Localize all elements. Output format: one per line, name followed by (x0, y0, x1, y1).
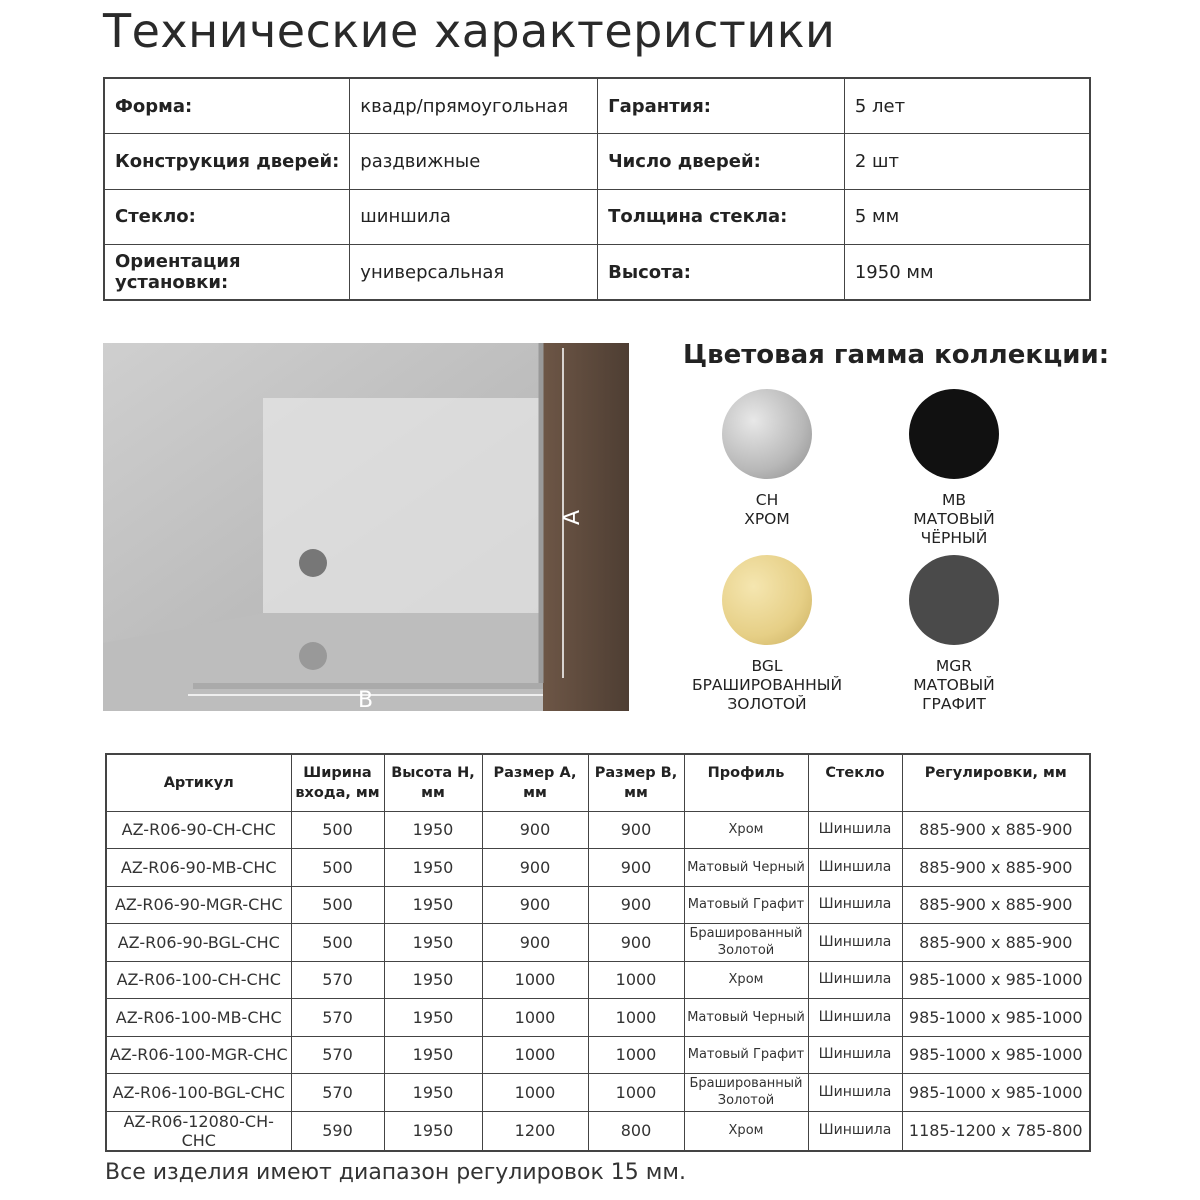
table-cell: 885-900 x 885-900 (902, 849, 1090, 887)
table-cell: 1950 (384, 924, 482, 962)
table-cell: 900 (482, 924, 588, 962)
table-cell: Шиншила (808, 1074, 902, 1112)
spec-value: универсальная (350, 245, 598, 301)
dimension-a-label: A (560, 509, 585, 525)
color-name: МАТОВЫЙ (913, 510, 995, 528)
spec-value: 1950 мм (844, 245, 1090, 301)
table-cell: Шиншила (808, 924, 902, 962)
table-cell: 1000 (482, 1074, 588, 1112)
table-cell: 1950 (384, 849, 482, 887)
table-cell: 1950 (384, 1036, 482, 1074)
color-name: ХРОМ (744, 510, 790, 528)
color-swatch-bgl (672, 555, 862, 714)
color-name2: ГРАФИТ (922, 695, 986, 713)
table-cell: 1000 (588, 1074, 684, 1112)
table-cell: 1000 (482, 1036, 588, 1074)
spec-value: 5 лет (844, 78, 1090, 134)
color-name: БРАШИРОВАННЫЙ (691, 676, 843, 694)
table-cell: Хром (684, 1111, 808, 1151)
table-cell: 1185-1200 x 785-800 (902, 1111, 1090, 1151)
table-cell: 900 (588, 924, 684, 962)
table-cell: 1950 (384, 999, 482, 1037)
table-row (106, 1074, 1090, 1112)
color-name: МАТОВЫЙ (913, 676, 995, 694)
spec-row (104, 78, 1090, 134)
table-cell: AZ-R06-90-CH-CHC (106, 811, 291, 849)
table-cell: 1950 (384, 886, 482, 924)
spec-label: Форма: (104, 78, 350, 134)
color-circle (722, 555, 812, 645)
table-row (106, 1111, 1090, 1151)
table-cell: 1000 (588, 999, 684, 1037)
color-swatch-ch (672, 389, 862, 529)
table-cell: 500 (291, 849, 384, 887)
color-name2: ЧЁРНЫЙ (920, 529, 988, 547)
table-row (106, 999, 1090, 1037)
table-cell: 1950 (384, 811, 482, 849)
column-header: Размер A, мм (482, 754, 588, 811)
table-cell: 1950 (384, 961, 482, 999)
spec-label: Число дверей: (598, 134, 845, 190)
table-cell: 900 (482, 886, 588, 924)
column-header: Ширина входа, мм (291, 754, 384, 811)
table-cell: 570 (291, 961, 384, 999)
color-name2: ЗОЛОТОЙ (727, 695, 807, 713)
spec-table (103, 77, 1091, 301)
color-circle (722, 389, 812, 479)
table-cell: 1000 (482, 999, 588, 1037)
column-header: Высота H, мм (384, 754, 482, 811)
color-code: MB (941, 491, 966, 509)
spec-value: раздвижные (350, 134, 598, 190)
table-cell: 570 (291, 999, 384, 1037)
table-cell: Шиншила (808, 811, 902, 849)
spec-value: шиншила (350, 189, 598, 245)
table-cell: AZ-R06-90-BGL-CHC (106, 924, 291, 962)
table-cell: 1200 (482, 1111, 588, 1151)
table-cell: AZ-R06-90-MGR-CHC (106, 886, 291, 924)
table-cell: 1950 (384, 1111, 482, 1151)
table-cell: 900 (482, 811, 588, 849)
table-cell: Матовый Графит (684, 886, 808, 924)
color-code: CH (755, 491, 779, 509)
table-cell: 900 (588, 886, 684, 924)
table-cell: 590 (291, 1111, 384, 1151)
spec-label: Толщина стекла: (598, 189, 845, 245)
color-code: MGR (935, 657, 973, 675)
color-circle (909, 555, 999, 645)
table-cell: Шиншила (808, 886, 902, 924)
spec-value: квадр/прямоугольная (350, 78, 598, 134)
spec-row (104, 134, 1090, 190)
spec-label: Конструкция дверей: (104, 134, 350, 190)
spec-value: 5 мм (844, 189, 1090, 245)
spec-label: Стекло: (104, 189, 350, 245)
table-row (106, 811, 1090, 849)
table-cell: AZ-R06-100-MGR-CHC (106, 1036, 291, 1074)
table-cell: Шиншила (808, 999, 902, 1037)
table-row (106, 924, 1090, 962)
table-cell: 985-1000 x 985-1000 (902, 999, 1090, 1037)
table-cell: 885-900 x 885-900 (902, 886, 1090, 924)
table-row (106, 961, 1090, 999)
table-cell: 800 (588, 1111, 684, 1151)
color-swatch-mb (859, 389, 1049, 548)
table-cell: 1000 (482, 961, 588, 999)
table-cell: AZ-R06-12080-CH-CHC (106, 1111, 291, 1151)
table-cell: 500 (291, 924, 384, 962)
product-photo (103, 343, 629, 711)
spec-label: Гарантия: (598, 78, 845, 134)
table-cell: Брашированный Золотой (684, 924, 808, 962)
spec-value: 2 шт (844, 134, 1090, 190)
table-cell: Шиншила (808, 849, 902, 887)
table-row (106, 849, 1090, 887)
column-header: Артикул (106, 754, 291, 811)
table-cell: 570 (291, 1074, 384, 1112)
color-circle (909, 389, 999, 479)
table-cell: Шиншила (808, 1111, 902, 1151)
table-cell: 500 (291, 886, 384, 924)
table-cell: Хром (684, 961, 808, 999)
table-cell: 985-1000 x 985-1000 (902, 1036, 1090, 1074)
spec-label: Ориентация установки: (104, 245, 350, 301)
table-row (106, 886, 1090, 924)
page-title: Технические характеристики (103, 4, 836, 58)
spec-label: Высота: (598, 245, 845, 301)
table-cell: Шиншила (808, 961, 902, 999)
table-cell: 500 (291, 811, 384, 849)
colors-title: Цветовая гамма коллекции: (683, 340, 1110, 370)
table-cell: 900 (588, 811, 684, 849)
table-cell: 985-1000 x 985-1000 (902, 1074, 1090, 1112)
table-cell: Брашированный Золотой (684, 1074, 808, 1112)
table-cell: Матовый Графит (684, 1036, 808, 1074)
table-cell: Шиншила (808, 1036, 902, 1074)
table-cell: Хром (684, 811, 808, 849)
column-header: Размер B, мм (588, 754, 684, 811)
table-cell: 900 (588, 849, 684, 887)
table-cell: AZ-R06-90-MB-CHC (106, 849, 291, 887)
spec-row (104, 189, 1090, 245)
column-header: Стекло (808, 754, 902, 811)
table-cell: Матовый Черный (684, 849, 808, 887)
table-cell: Матовый Черный (684, 999, 808, 1037)
table-cell: 1950 (384, 1074, 482, 1112)
table-cell: 985-1000 x 985-1000 (902, 961, 1090, 999)
table-cell: 885-900 x 885-900 (902, 924, 1090, 962)
color-swatch-mgr (859, 555, 1049, 714)
table-cell: 885-900 x 885-900 (902, 811, 1090, 849)
table-row (106, 1036, 1090, 1074)
color-code: BGL (751, 657, 783, 675)
column-header: Профиль (684, 754, 808, 811)
table-cell: 570 (291, 1036, 384, 1074)
table-cell: AZ-R06-100-CH-CHC (106, 961, 291, 999)
table-cell: 1000 (588, 961, 684, 999)
dimension-b-label: B (358, 688, 374, 711)
table-cell: AZ-R06-100-MB-CHC (106, 999, 291, 1037)
products-table (105, 753, 1091, 1152)
table-cell: 1000 (588, 1036, 684, 1074)
column-header: Регулировки, мм (902, 754, 1090, 811)
table-cell: AZ-R06-100-BGL-CHC (106, 1074, 291, 1112)
footnote: Все изделия имеют диапазон регулировок 15 мм. (105, 1160, 686, 1185)
spec-row (104, 245, 1090, 301)
table-cell: 900 (482, 849, 588, 887)
